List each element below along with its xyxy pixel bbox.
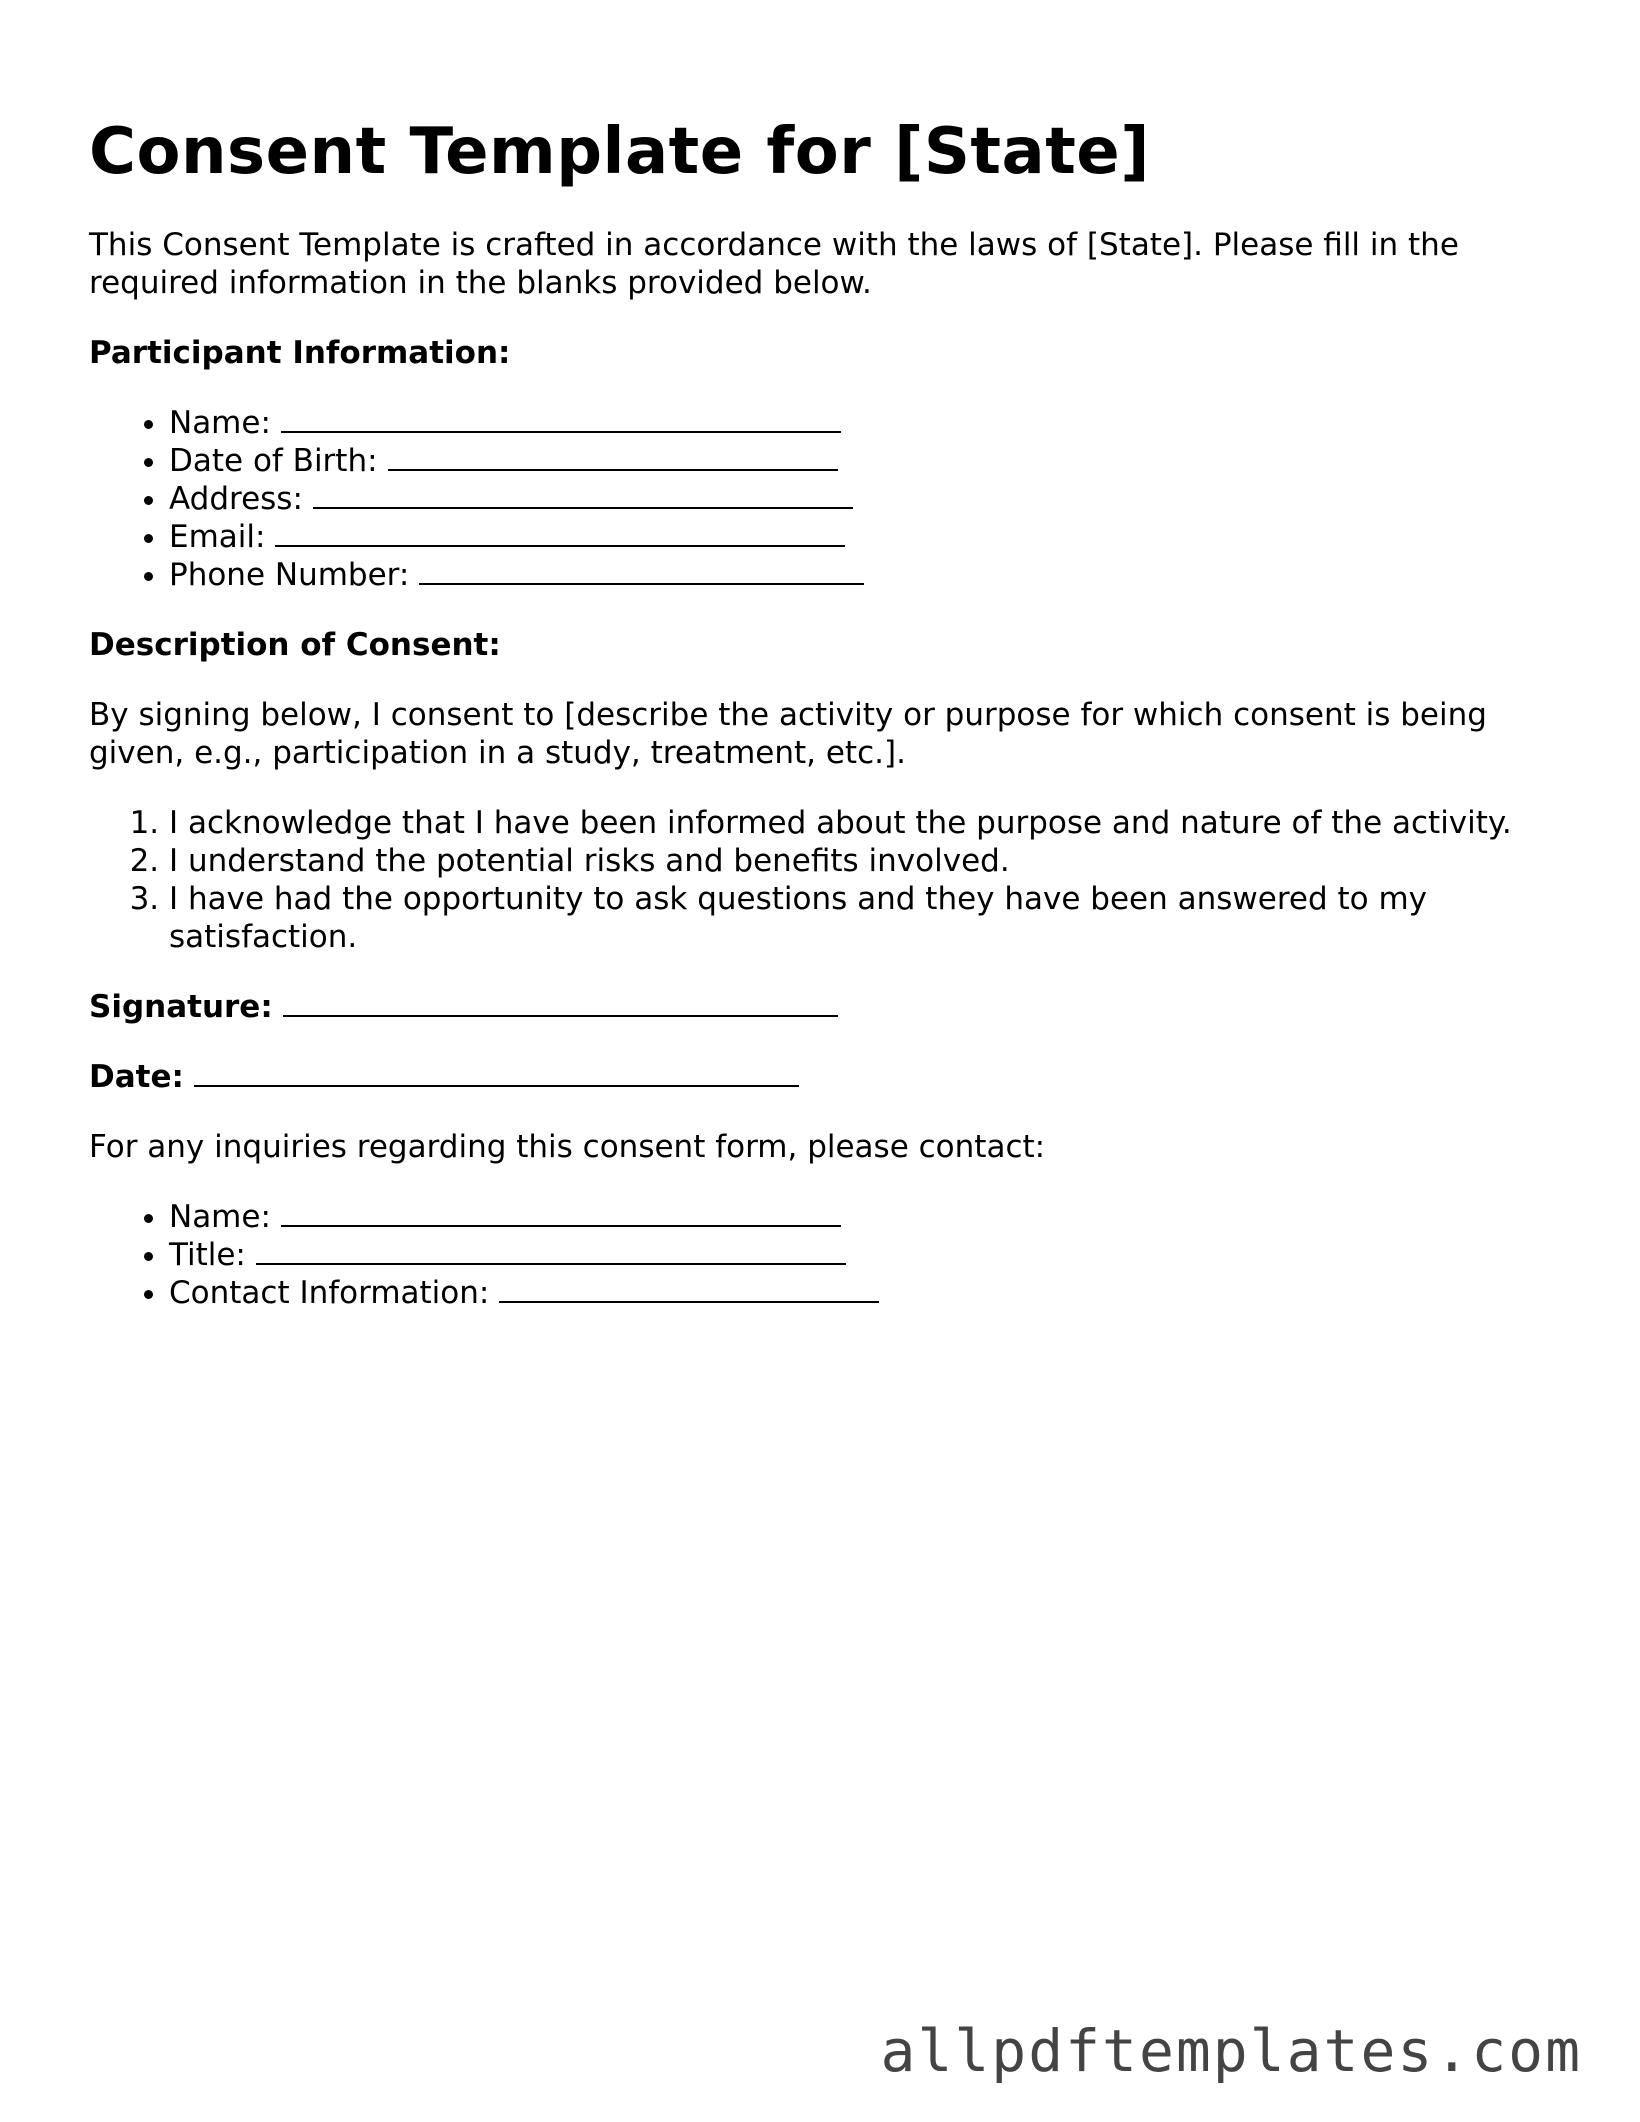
field-label-phone-number: Phone Number: xyxy=(169,557,410,593)
signature-blank-field[interactable] xyxy=(283,989,838,1017)
field-label-email: Email: xyxy=(169,519,266,555)
name-blank-field[interactable] xyxy=(281,405,841,433)
contact-title-blank-field[interactable] xyxy=(256,1237,846,1265)
contact-label-contact-information: Contact Information: xyxy=(169,1275,490,1311)
list-item xyxy=(169,518,1549,556)
date-label: Date: xyxy=(89,1059,184,1095)
list-item: 1. I acknowledge that I have been informed about the purpose and nature of the activity. xyxy=(169,804,1549,842)
consent-description-paragraph: By signing below, I consent to [describe the activity or purpose for which consent is being given, e.g., participation in a study, treatment, etc.]. xyxy=(89,697,1487,771)
list-item: 2. I understand the potential risks and benefits involved. xyxy=(169,842,1549,880)
field-label-address: Address: xyxy=(169,481,303,517)
contact-label-title: Title: xyxy=(169,1237,246,1273)
date-line xyxy=(89,1058,1549,1096)
email-blank-field[interactable] xyxy=(275,519,845,547)
phone-number-blank-field[interactable] xyxy=(419,557,864,585)
list-item xyxy=(169,480,1549,518)
list-item xyxy=(169,1198,1549,1236)
list-item: 3. I have had the opportunity to ask questions and they have been answered to my satisfaction. xyxy=(169,880,1549,956)
contact-name-blank-field[interactable] xyxy=(281,1199,841,1227)
participant-fields-list xyxy=(89,404,1549,594)
list-item xyxy=(169,556,1549,594)
contact-label-name: Name: xyxy=(169,1199,271,1235)
participant-heading: Participant Information: xyxy=(89,335,511,371)
signature-line xyxy=(89,988,1549,1026)
contact-information-blank-field[interactable] xyxy=(499,1275,879,1303)
field-label-date-of-birth: Date of Birth: xyxy=(169,443,378,479)
field-label-name: Name: xyxy=(169,405,271,441)
contact-intro: For any inquiries regarding this consent form, please contact: xyxy=(89,1129,1046,1165)
consent-statements-list xyxy=(89,804,1549,956)
address-blank-field[interactable] xyxy=(313,481,853,509)
signature-label: Signature: xyxy=(89,989,273,1025)
contact-fields-list xyxy=(89,1198,1549,1312)
date-blank-field[interactable] xyxy=(194,1059,799,1087)
list-item xyxy=(169,1274,1549,1312)
list-item xyxy=(169,404,1549,442)
page-title: Consent Template for [State] xyxy=(89,115,1150,189)
consent-document xyxy=(89,112,1549,1344)
date-of-birth-blank-field[interactable] xyxy=(388,443,838,471)
intro-paragraph: This Consent Template is crafted in accordance with the laws of [State]. Please fill in the required information in the blanks provided below. xyxy=(89,227,1459,301)
list-item xyxy=(169,442,1549,480)
site-watermark: allpdftemplates.com xyxy=(880,2017,1582,2085)
list-item xyxy=(169,1236,1549,1274)
description-heading: Description of Consent: xyxy=(89,627,501,663)
